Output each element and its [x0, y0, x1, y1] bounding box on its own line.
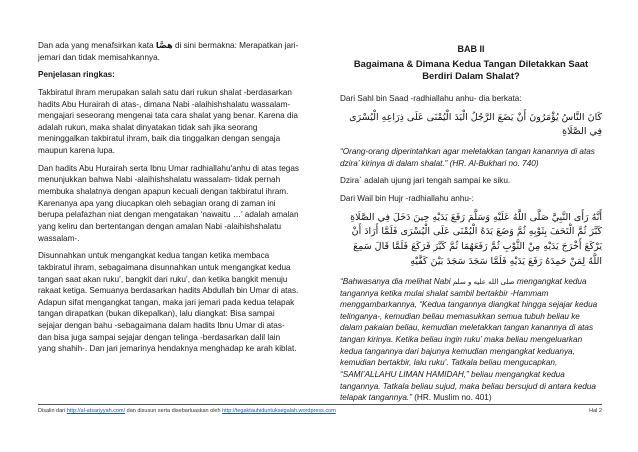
chapter-title: Bagaimana & Dimana Kedua Tangan Diletakkan Saat Berdiri Dalam Shalat? — [353, 57, 589, 82]
right-column — [340, 40, 602, 410]
wail-translation-start: “Bahwasanya dia melihat Nabi — [340, 276, 451, 286]
left-column — [38, 40, 300, 361]
sahl-translation: “Orang-orang diperintahkan agar meletakkan tangan kanannya di atas dzira’ kirinya di dalam shalat.” (HR. Al-Bukhari no. 740) — [340, 147, 595, 168]
sahl-arabic-text: كَانَ النَّاسُ يُؤْمَرُونَ أَنْ يَضَعَ الرَّجُلُ الْيَدَ الْيُمْنَى عَلَى ذِرَاعِهِ الْيُسْرَى فِي الصَّلَاةِ — [349, 111, 602, 138]
wail-translation-body: mengangkat kedua tangannya ketika mulai shalat sambil bertakbir -Hammam menggambarkannya, “Kedua tangannya diangkat hingga sejajar kedua telinganya-, kemudian beliau memasukkan semua tubuh beliau ke dalam pakaian beliau, kemudian meletakkan tangan kanannya di atas tangan kirinya. Ketika beliau ingin ruku’ maka beliau mengeluarkan kedua tangannya dari bajunya kemudian mengangkat keduanya, kemudian bertakbir, lalu ruku’. Tatkala beliau mengucapkan, “SAMI’ALLAHU LIMAN HAMIDAH,” beliau mengangkat kedua tangannya. Tatkala beliau sujud, maka beliau bersujud di antara kedua telapak tangannya.” — [340, 276, 598, 403]
footer-link-source[interactable]: http://al-atsariyyah.com/ — [66, 408, 126, 414]
footer-text-source: Disalin dari — [38, 408, 66, 414]
footer-text-distributor: dan disusun serta disebarluaskan oleh — [126, 408, 221, 414]
sahl-intro: Dari Sahl bin Saad -radhiallahu anhu- dia berkata: — [340, 94, 522, 104]
summary-heading: Penjelasan ringkas: — [38, 70, 115, 80]
intro-paragraph — [38, 40, 300, 63]
dzira-note: Dzira` adalah ujung jari tengah sampai ke siku. — [340, 176, 511, 186]
paragraph-mengangkat-tangan: Disunnahkan untuk mengangkat kedua tangan ketika membaca takbiratul ihram, sebagaimana disunnahkan untuk mengangkat kedua tangan saat akan ruku’, bangkit dari ruku’, dan ketika bangkit menuju rakaat ketiga. Semuanya berdasarkan hadits Abdullah bin Umar di atas. Adapun sifat mengangkat tangan, maka jari jemari pada kedua telapak tangan dirapatkan (bukan dikepalkan), lalu diangkat: Bisa sampai sejajar dengan bahu -sebagaimana dalam hadits Ibnu Umar di atas- dan bisa juga sampai sejajar dengan telinga -berdasarkan dalil lain yang shahih-. Dan jari jemarinya hendaknya menghadap ke arah kiblat. — [38, 251, 299, 354]
intro-after: di sini bermakna: Merapatkan jari-jemari dan tidak memisahkannya. — [38, 41, 299, 62]
footer-link-distributor[interactable]: http://tegaktauhiduntuksegalah.wordpress.com — [222, 408, 336, 414]
salawat-arabic: صلى الله عليه و سلم — [452, 277, 515, 286]
chapter-heading: BAB II — [457, 44, 485, 54]
wail-source: (HR. Muslim no. 401) — [414, 393, 492, 403]
paragraph-takbiratul-ihram: Takbiratul ihram merupakan salah satu dari rukun shalat -berdasarkan hadits Abu Hurairah di atas-, dimana Nabi -alaihishshalatu wassalam- mengajari seseorang mengenai tata cara shalat yang benar. Karena dia adalah rukun, maka shalat dinyatakan tidak sah jika seorang meninggalkan takbiratul ihram, baik dia tinggalkan dengan sengaja maupun karena lupa. — [38, 87, 298, 156]
wail-intro: Dari Wail bin Hujr -radhiallahu anhu-: — [340, 194, 474, 204]
page-footer — [38, 404, 602, 416]
wail-translation — [340, 276, 602, 404]
page-number: Hal 2 — [589, 408, 602, 414]
intro-before: Dan ada yang menafsirkan kata — [38, 41, 154, 50]
intro-arabic-word: هصَّا — [155, 40, 173, 50]
wail-arabic-text: أَنَّهُ رَأَى النَّبِيَّ صَلَّى اللَّهُ عَلَيْهِ وَسَلَّمَ رَفَعَ يَدَيْهِ حِينَ دَخَلَ فِي الصَّلَاةِ كَبَّرَ ثُمَّ الْتَحَفَ بِثَوْبِهِ ثُمَّ وَضَعَ يَدَهُ الْيُمْنَى عَلَى الْيُسْرَى فَلَمَّا أَرَادَ أَنْ يَرْكَعَ أَخْرَجَ يَدَيْهِ مِنْ الثَّوْبِ ثُمَّ رَفَعَهُمَا ثُمَّ كَبَّرَ فَرَكَعَ فَلَمَّا قَالَ سَمِعَ اللَّهُ لِمَنْ حَمِدَهُ رَفَعَ يَدَيْهِ فَلَمَّا سَجَدَ سَجَدَ بَيْنَ كَفَّيْهِ — [350, 211, 602, 267]
paragraph-hadits-abu-hurairah: Dan hadits Abu Hurairah serta Ibnu Umar radhiallahu'anhu di atas tegas menunjukkan bahwa Nabi -alaihishshalatu wassalam- tidak pernah membuka shalatnya dengan apapun kecuali dengan takbiratul ihram. Karenanya apa yang diucapkan oleh sebagian orang di zaman ini berupa pelafazhan niat dengan mengatakan ‘nawaitu …’ adalah amalan yang keliru dan bertentangan dengan amalan Nabi -alaihishshalatu wassalam-. — [38, 163, 299, 243]
